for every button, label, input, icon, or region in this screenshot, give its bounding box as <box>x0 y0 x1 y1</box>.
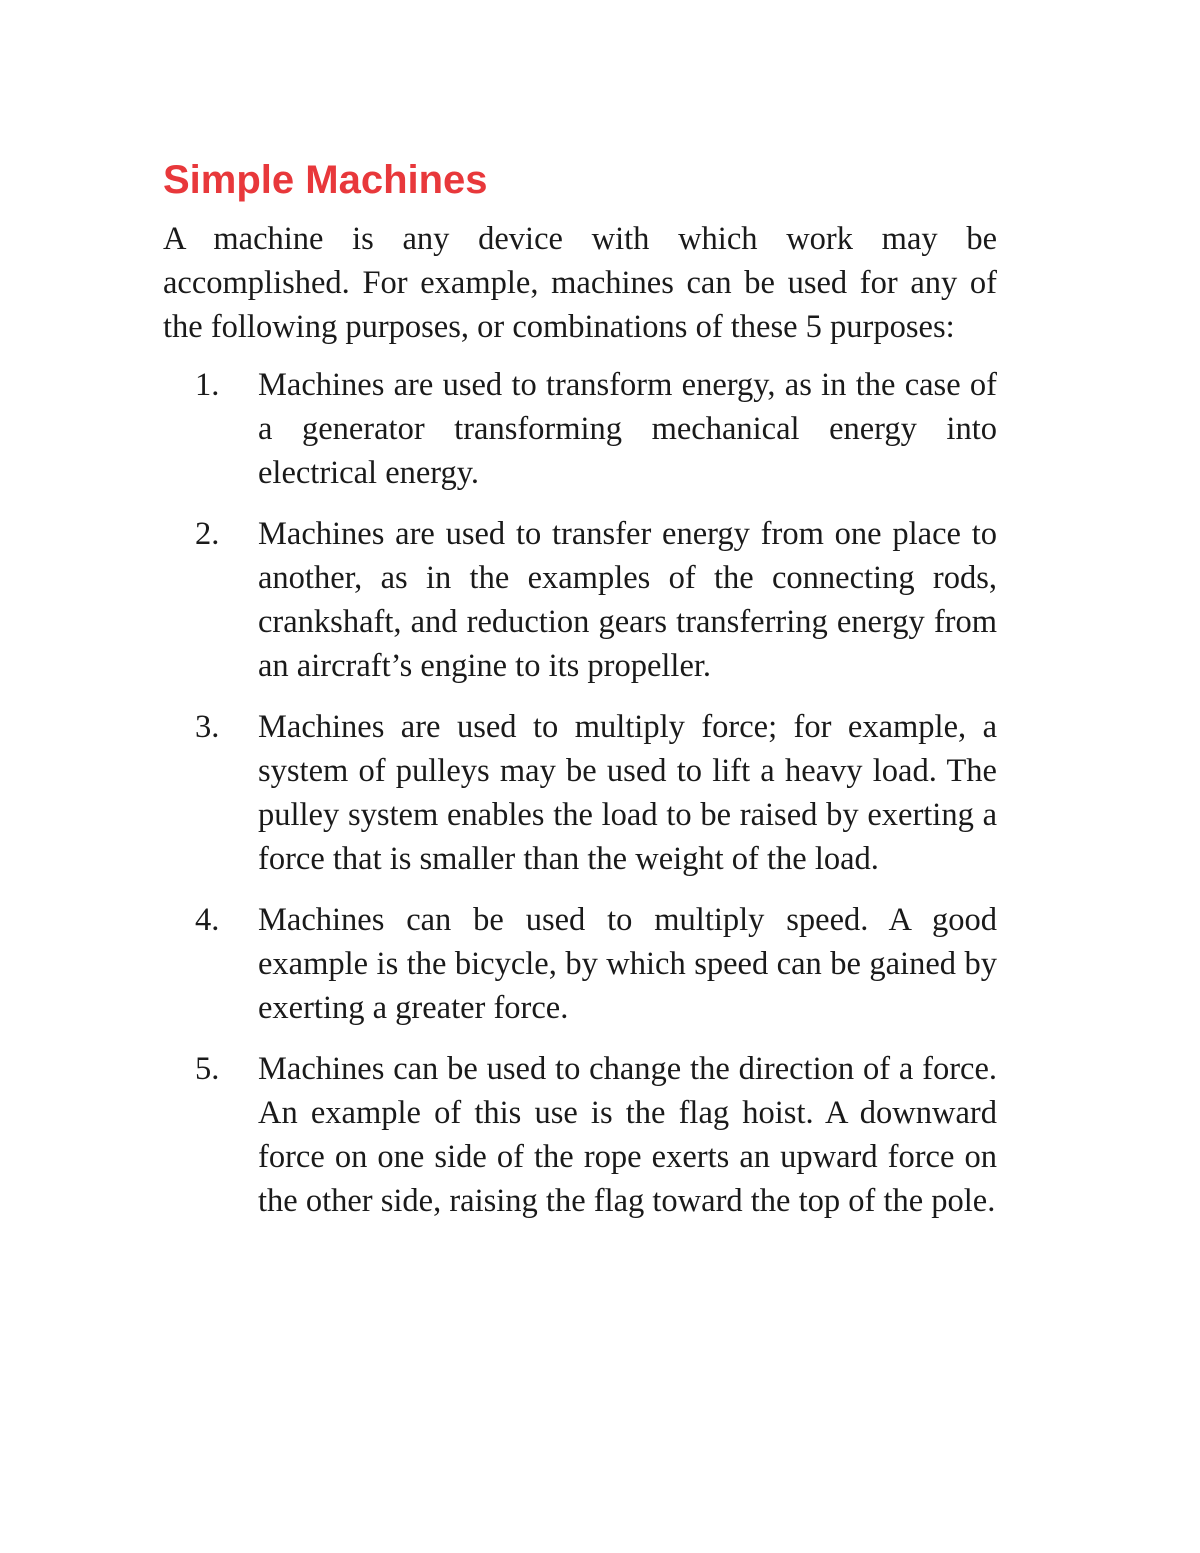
document-page <box>163 152 997 1240</box>
list-item-text: Machines are used to multiply force; for example, a system of pulleys may be used to lift a heavy load. The pulley system enables the load to be raised by exerting a force that is smaller than the weight of the load. <box>258 709 997 877</box>
list-item <box>163 705 997 881</box>
page-title: Simple Machines <box>163 158 488 202</box>
list-item-text: Machines are used to transfer energy from one place to another, as in the examples of the connecting rods, crankshaft, and reduction gears transferring energy from an aircraft’s engine to its propeller. <box>258 516 997 684</box>
list-item <box>163 1047 997 1223</box>
purposes-list <box>163 363 997 1223</box>
list-item <box>163 363 997 495</box>
list-item <box>163 512 997 688</box>
list-item-number: 2. <box>195 516 220 552</box>
list-item-number: 1. <box>195 367 220 403</box>
intro-paragraph: A machine is any device with which work may be accomplished. For example, machines can be used for any of the following purposes, or combinations of these 5 purposes: <box>163 221 997 345</box>
list-item-text: Machines can be used to change the direction of a force. An example of this use is the flag hoist. A downward force on one side of the rope exerts an upward force on the other side, raising the flag toward the top of the pole. <box>258 1051 997 1219</box>
list-item-number: 4. <box>195 902 220 938</box>
list-item-text: Machines can be used to multiply speed. A good example is the bicycle, by which speed can be gained by exerting a greater force. <box>258 902 997 1026</box>
list-item-number: 3. <box>195 709 220 745</box>
list-item <box>163 898 997 1030</box>
list-item-number: 5. <box>195 1051 220 1087</box>
list-item-text: Machines are used to transform energy, as in the case of a generator transforming mechanical energy into electrical energy. <box>258 367 997 491</box>
